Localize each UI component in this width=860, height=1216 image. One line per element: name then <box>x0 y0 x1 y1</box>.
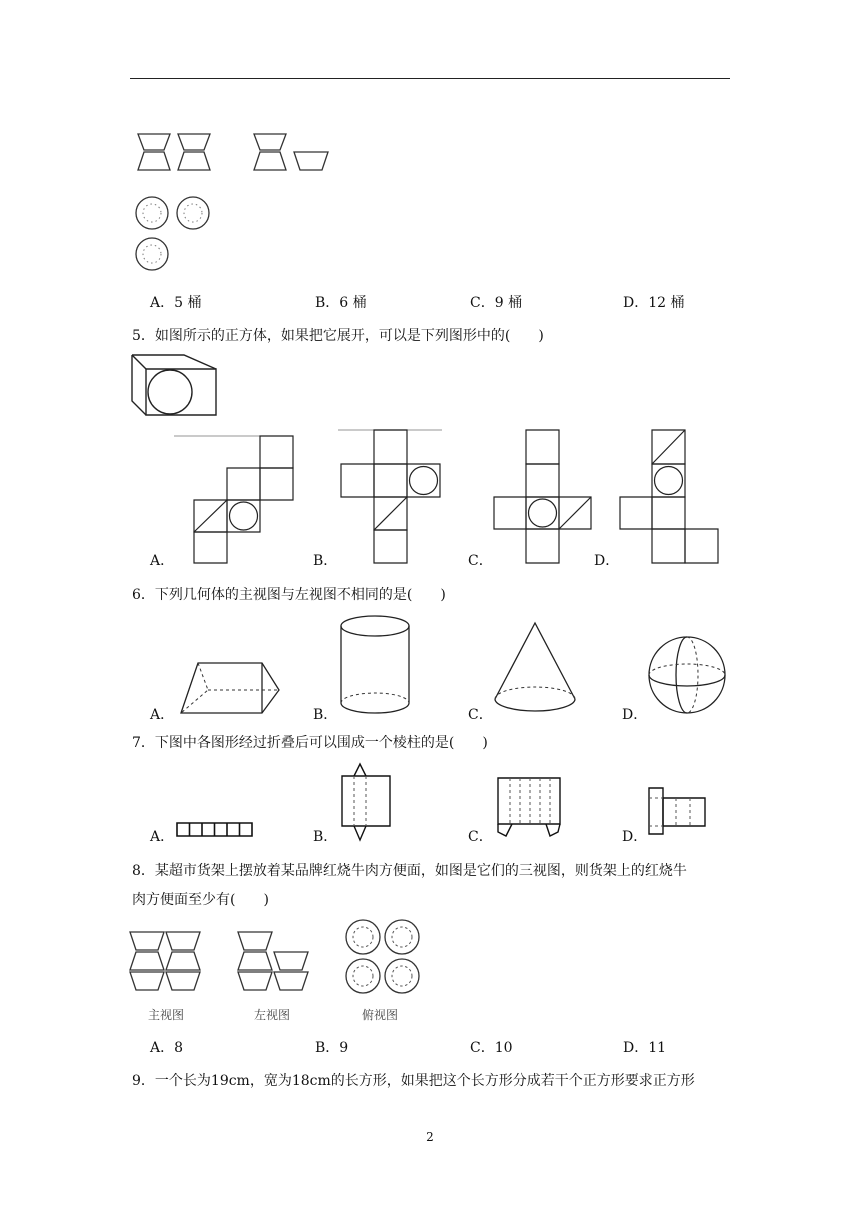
q6-cylinder-figure <box>338 614 414 718</box>
q8-option-c: C．10 <box>470 1040 513 1056</box>
q6-cone-figure <box>492 620 578 716</box>
q5-option-b: B． <box>313 553 338 569</box>
q7-net-c <box>494 776 564 840</box>
q6-option-b: B． <box>313 707 338 723</box>
q6-prism-figure <box>178 660 282 716</box>
q5-net-a <box>174 436 296 564</box>
q7-net-a <box>176 822 254 838</box>
q8-option-b: B．9 <box>315 1040 349 1056</box>
q6-sphere-figure <box>646 634 728 716</box>
q4-side-view-figure <box>252 132 332 174</box>
q7-option-c: C． <box>468 829 493 845</box>
header-rule <box>130 78 730 79</box>
q4-option-c: C．9 桶 <box>470 295 523 311</box>
q6-option-c: C． <box>468 707 493 723</box>
page-number: 2 <box>426 1130 434 1144</box>
q5-option-a: A． <box>150 553 175 569</box>
q8-option-a: A．8 <box>150 1040 184 1056</box>
q4-option-d: D．12 桶 <box>623 295 685 311</box>
q8-option-d: D．11 <box>623 1040 667 1056</box>
q4-option-a: A．5 桶 <box>150 295 202 311</box>
q5-net-b <box>338 430 444 564</box>
q5-cube-figure <box>132 355 218 417</box>
q7-option-a: A． <box>150 829 175 845</box>
q9-stem-line1: 9．一个长为19cm，宽为18cm的长方形，如果把这个长方形分成若干个正方形要求正方形 <box>132 1073 695 1089</box>
q6-stem: 6．下列几何体的主视图与左视图不相同的是( ) <box>132 587 446 603</box>
q6-option-d: D． <box>622 707 648 723</box>
q6-option-a: A． <box>150 707 175 723</box>
q8-front-view-label: 主视图 <box>148 1008 185 1022</box>
q8-top-view-label: 俯视图 <box>362 1008 399 1022</box>
q7-option-d: D． <box>622 829 648 845</box>
q8-side-view-label: 左视图 <box>254 1008 291 1022</box>
q7-net-b <box>340 762 392 842</box>
q8-front-view-figure <box>128 930 204 996</box>
q7-net-d <box>646 786 710 838</box>
q8-side-view-figure <box>236 930 312 996</box>
q5-stem: 5．如图所示的正方体，如果把它展开，可以是下列图形中的( ) <box>132 328 544 344</box>
q4-option-b: B．6 桶 <box>315 295 367 311</box>
q4-front-view-figure <box>136 132 216 174</box>
q8-stem-line2: 肉方便面至少有( ) <box>132 892 269 908</box>
q5-option-d: D． <box>594 553 620 569</box>
q4-top-view-figure <box>134 194 216 276</box>
q7-stem: 7．下图中各图形经过折叠后可以围成一个棱柱的是( ) <box>132 735 488 751</box>
q7-option-b: B． <box>313 829 338 845</box>
q5-net-c <box>494 430 594 564</box>
q5-option-c: C． <box>468 553 493 569</box>
q5-net-d <box>618 430 722 564</box>
q8-stem-line1: 8．某超市货架上摆放着某品牌红烧牛肉方便面，如图是它们的三视图，则货架上的红烧牛 <box>132 863 687 879</box>
q8-top-view-figure <box>344 918 422 996</box>
